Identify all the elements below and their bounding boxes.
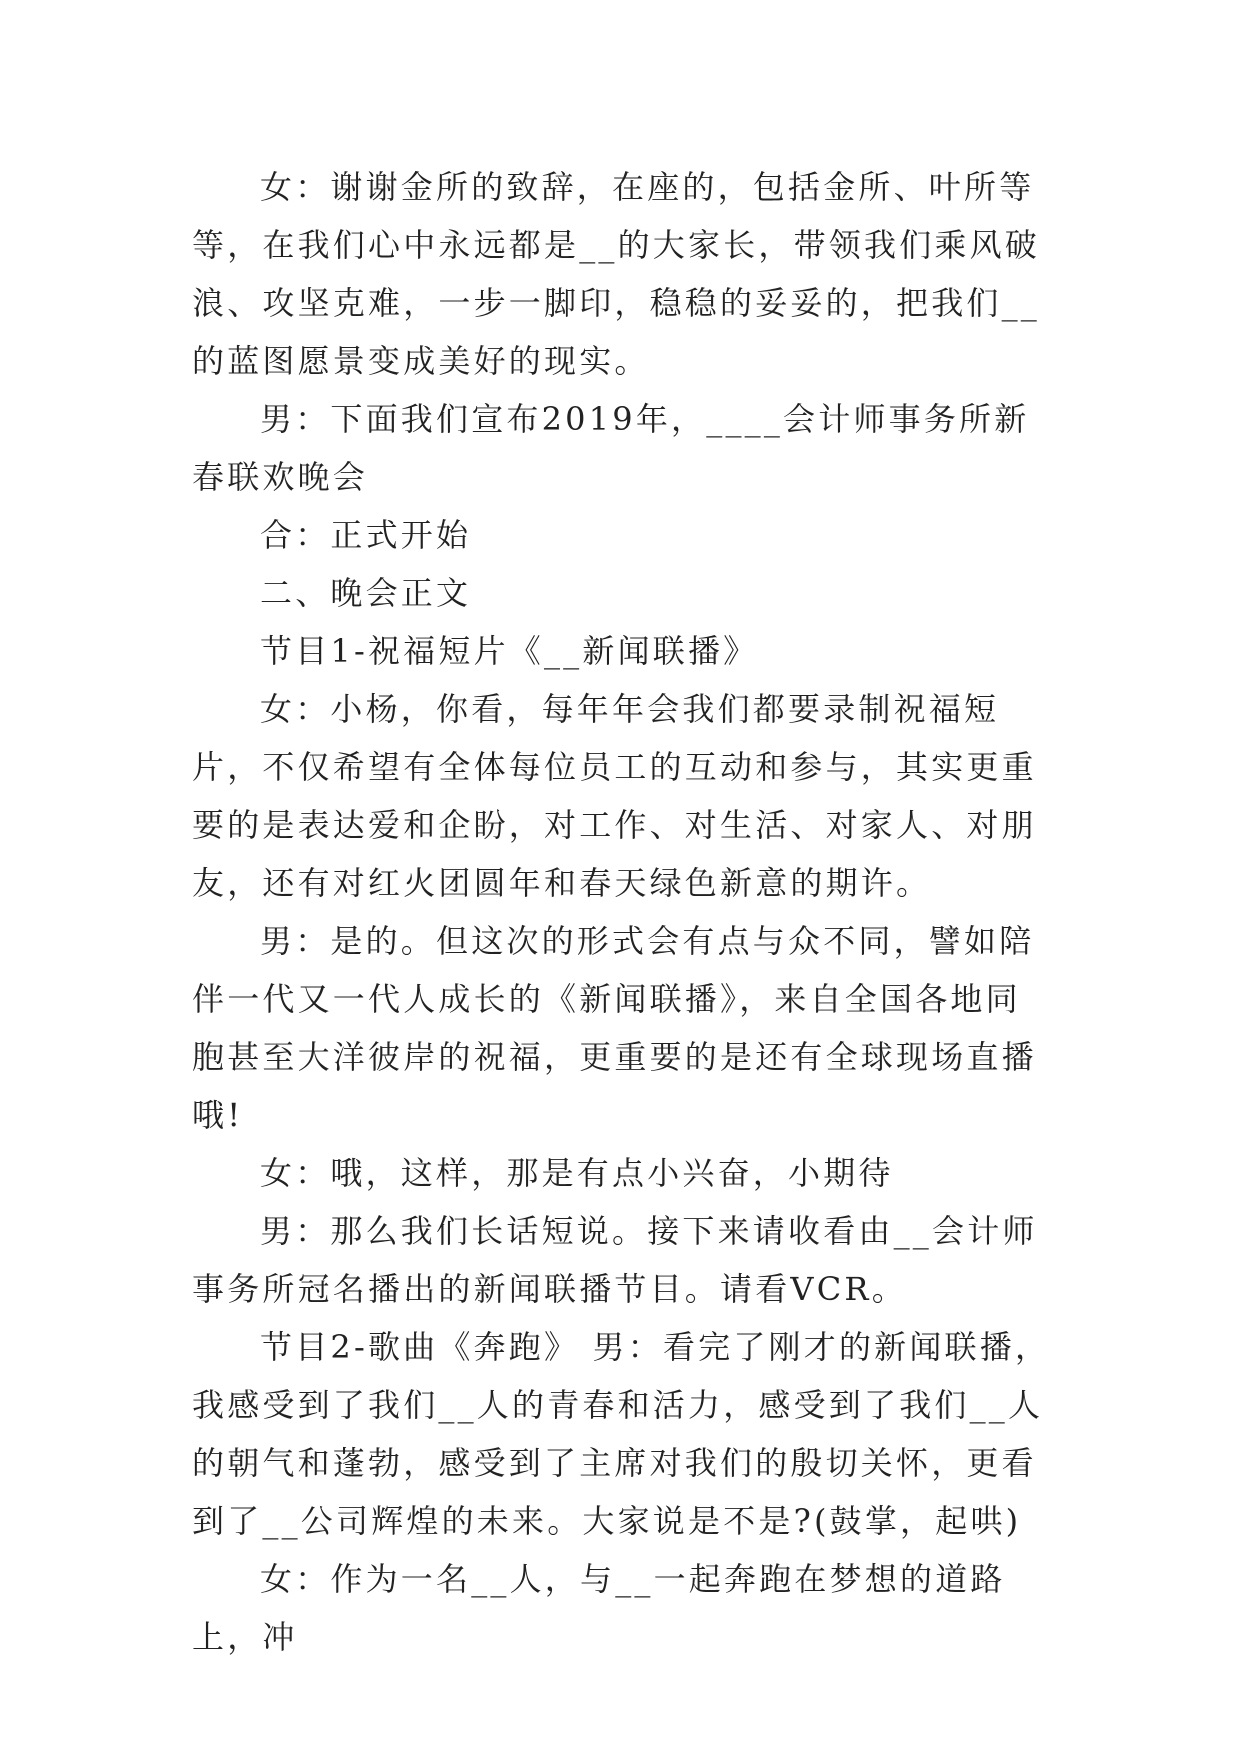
paragraph: 女：谢谢金所的致辞，在座的，包括金所、叶所等等，在我们心中永远都是__的大家长，带领我们乘风破浪、攻坚克难，一步一脚印，稳稳的妥妥的，把我们__的蓝图愿景变成美好的现实。: [192, 168, 1041, 380]
paragraph: 女：作为一名__人，与__一起奔跑在梦想的道路上，冲: [192, 1560, 1006, 1656]
document-body: [192, 158, 1054, 1666]
paragraph: 女：哦，这样，那是有点小兴奋，小期待: [260, 1154, 894, 1192]
section-heading: 二、晚会正文: [260, 574, 472, 612]
program-title: 节目1-祝福短片《__新闻联播》: [260, 632, 759, 670]
paragraph: 节目2-歌曲《奔跑》 男：看完了刚才的新闻联播，我感受到了我们__人的青春和活力，感受到了我们__人的朝气和蓬勃，感受到了主席对我们的殷切关怀，更看到了__公司辉煌的未来。大家说是不是?(鼓掌，起哄): [192, 1328, 1051, 1540]
paragraph: 合：正式开始: [260, 516, 472, 554]
paragraph: 男：下面我们宣布2019年，____会计师事务所新春联欢晚会: [192, 400, 1030, 496]
paragraph: 女：小杨，你看，每年年会我们都要录制祝福短片，不仅希望有全体每位员工的互动和参与，其实更重要的是表达爱和企盼，对工作、对生活、对家人、对朋友，还有对红火团圆年和春天绿色新意的期许。: [192, 690, 1037, 902]
paragraph: 男：是的。但这次的形式会有点与众不同，譬如陪伴一代又一代人成长的《新闻联播》，来自全国各地同胞甚至大洋彼岸的祝福，更重要的是还有全球现场直播哦!: [192, 922, 1037, 1134]
paragraph: 男：那么我们长话短说。接下来请收看由__会计师事务所冠名播出的新闻联播节目。请看VCR。: [192, 1212, 1038, 1308]
